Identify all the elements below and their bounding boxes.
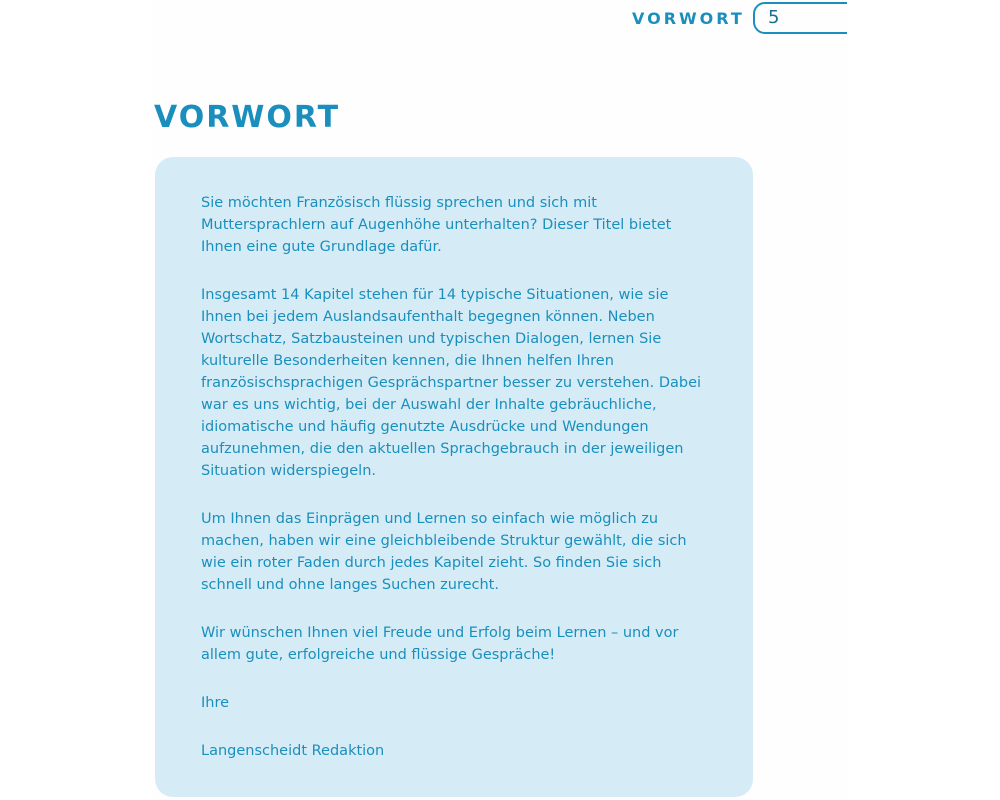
page-number: 5 [768,7,780,28]
preface-closing: Ihre [201,695,230,711]
preface-paragraph-structure: Um Ihnen das Einprägen und Lernen so einfach wie möglich zu machen, haben wir eine gleichbleibende Struktur gewählt, die sich wie ein roter Faden durch jedes Kapitel zieht. So finden Sie sich schnell und ohne langes Suchen zurecht. [201,511,687,593]
chapter-title: VORWORT [154,100,341,135]
preface-signature: Langenscheidt Redaktion [201,743,385,759]
preface-paragraph-intro: Sie möchten Französisch flüssig sprechen und sich mit Muttersprachlern auf Augenhöhe unterhalten? Dieser Titel bietet Ihnen eine gute Grundlage dafür. [201,195,672,255]
page-edge [847,0,1000,40]
running-header: VORWORT [632,9,745,28]
preface-paragraph-chapters: Insgesamt 14 Kapitel stehen für 14 typische Situationen, wie sie Ihnen bei jedem Auslandsaufenthalt begegnen können. Neben Wortschatz, Satzbausteinen und typischen Dialogen, lernen Sie kulturelle Besonderheiten kennen, die Ihnen helfen Ihren französischsprachigen Gesprächspartner besser zu verstehen. Dabei war es uns wichtig, bei der Auswahl der Inhalte gebräuchliche, idiomatische und häufig genutzte Ausdrücke und Wendungen aufzunehmen, die den aktuellen Sprachgebrauch in der jeweiligen Situation widerspiegeln. [201,287,702,479]
preface-paragraph-wishes: Wir wünschen Ihnen viel Freude und Erfolg beim Lernen – und vor allem gute, erfolgreiche und flüssige Gespräche! [201,625,679,663]
preface-box [155,157,753,797]
